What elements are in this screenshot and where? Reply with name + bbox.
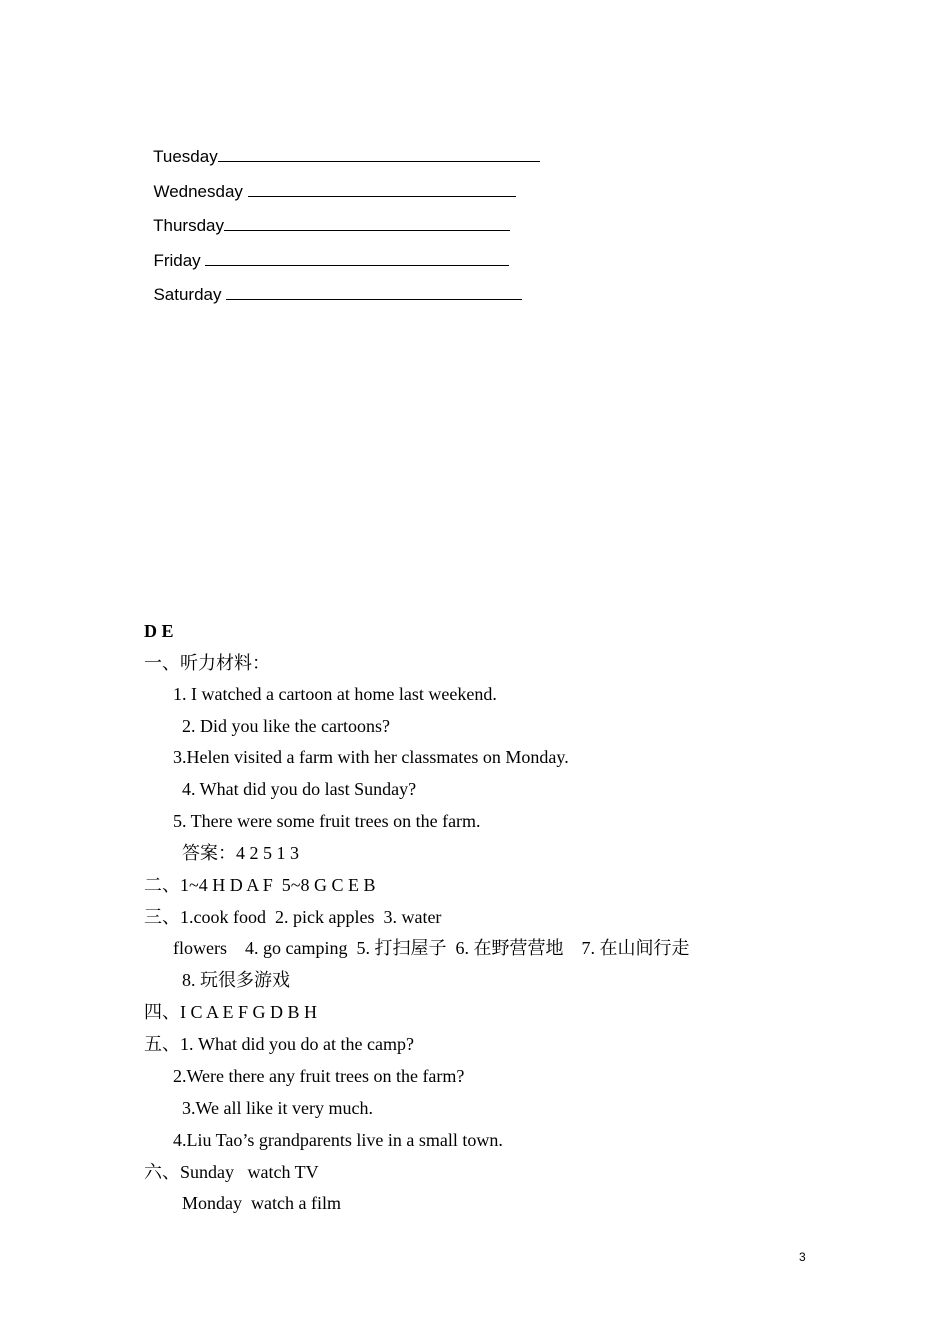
section1-item-3: 3.Helen visited a farm with her classmates on Monday. (173, 747, 569, 767)
section3-line1: 三、1.cook food 2. pick apples 3. water (144, 907, 442, 927)
day-line-saturday (144, 262, 522, 306)
section1-answer: 答案：4 2 5 1 3 (182, 843, 299, 863)
section1-item-2: 2. Did you like the cartoons? (182, 716, 390, 736)
section3-line2: flowers 4. go camping 5. 打扫屋子 6. 在野营营地 7. 在山间行走 (173, 938, 690, 958)
day-label: Tuesday (153, 147, 218, 166)
section3-line3: 8. 玩很多游戏 (182, 970, 290, 990)
section1-title: 一、听力材料： (144, 653, 270, 673)
page-number: 3 (799, 1250, 806, 1264)
section6-line1: 六、Sunday watch TV (144, 1162, 319, 1182)
section1-item-5: 5. There were some fruit trees on the farm. (173, 811, 481, 831)
day-label: Thursday (153, 216, 225, 235)
section5-line3: 3.We all like it very much. (182, 1098, 373, 1118)
section4: 四、I C A E F G D B H (144, 1002, 318, 1022)
section2: 二、1~4 H D A F 5~8 G C E B (144, 875, 376, 895)
day-label: Wednesday (153, 182, 248, 201)
section6-line2: Monday watch a film (182, 1193, 341, 1213)
section5-line2: 2.Were there any fruit trees on the farm? (173, 1066, 465, 1086)
section5-line1: 五、1. What did you do at the camp? (144, 1034, 414, 1054)
fill-blank[interactable] (226, 284, 522, 300)
section1-item-4: 4. What did you do last Sunday? (182, 779, 417, 799)
answer-heading: D E (144, 621, 174, 641)
day-label: Saturday (153, 285, 227, 304)
section1-item-1: 1. I watched a cartoon at home last weekend. (173, 684, 497, 704)
section5-line4: 4.Liu Tao’s grandparents live in a small town. (173, 1130, 503, 1150)
day-label: Friday (153, 251, 206, 270)
